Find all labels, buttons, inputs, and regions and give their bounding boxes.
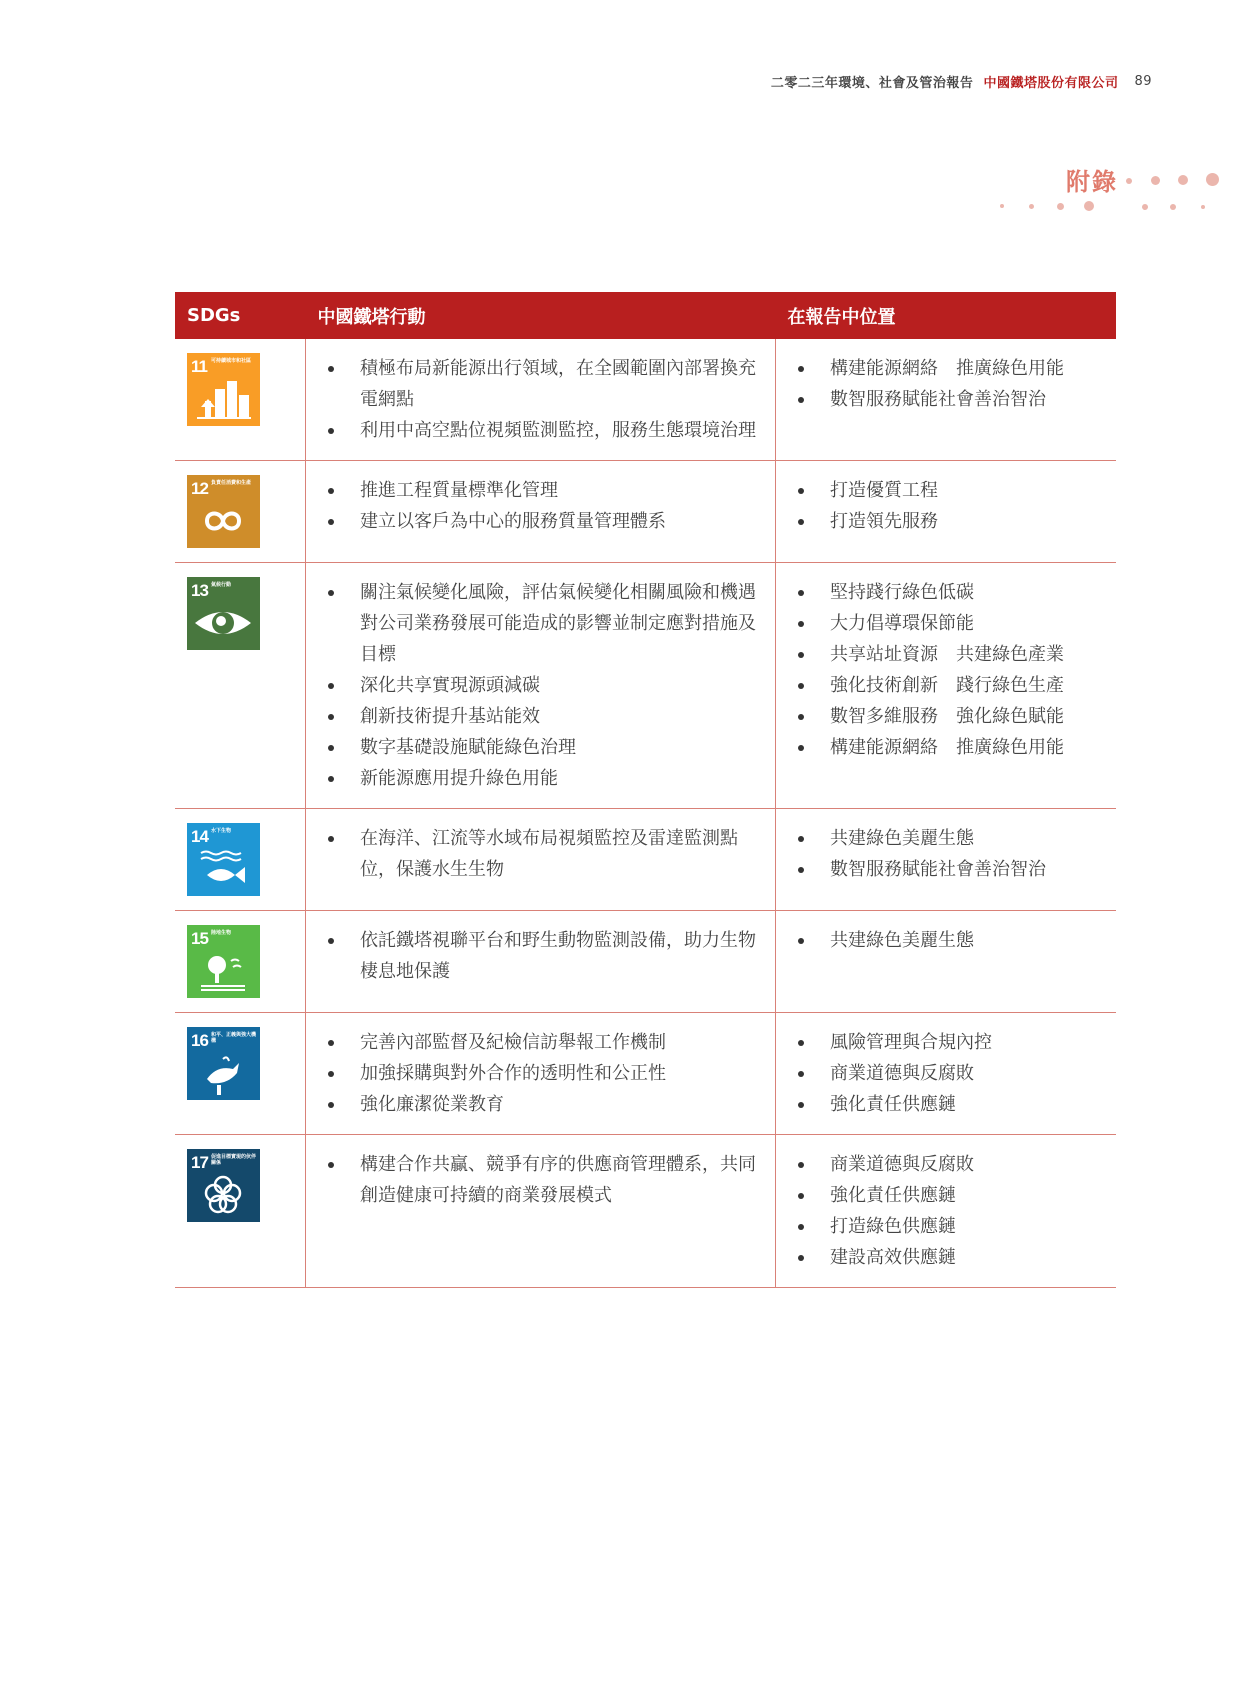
sdg-cell — [175, 339, 306, 461]
fish-icon — [187, 845, 260, 893]
company-name: 中國鐵塔股份有限公司 — [983, 76, 1119, 91]
location-list — [776, 577, 1116, 763]
list-item: 商業道德與反腐敗 — [796, 1149, 1098, 1180]
table-row — [175, 563, 1116, 809]
page-header — [771, 72, 1152, 91]
actions-cell — [306, 339, 776, 461]
sdg-15-icon — [187, 925, 260, 998]
list-item: 共享站址資源 共建綠色產業 — [796, 639, 1098, 670]
location-cell — [776, 1135, 1117, 1288]
actions-list — [306, 1149, 775, 1211]
column-header-actions: 中國鐵塔行動 — [306, 292, 776, 339]
list-item: 共建綠色美麗生態 — [796, 925, 1098, 956]
sdg-12-icon — [187, 475, 260, 548]
sdg-cell — [175, 1135, 306, 1288]
table-row — [175, 339, 1116, 461]
table-header-row — [175, 292, 1116, 339]
list-item: 數字基礎設施賦能綠色治理 — [326, 732, 757, 763]
column-header-sdgs: SDGs — [175, 292, 306, 339]
list-item: 強化技術創新 踐行綠色生產 — [796, 670, 1098, 701]
location-cell — [776, 911, 1117, 1013]
sdg-17-icon — [187, 1149, 260, 1222]
column-header-location: 在報告中位置 — [776, 292, 1117, 339]
location-list — [776, 1149, 1116, 1273]
list-item: 構建能源網絡 推廣綠色用能 — [796, 353, 1098, 384]
actions-cell — [306, 911, 776, 1013]
list-item: 強化責任供應鏈 — [796, 1180, 1098, 1211]
list-item: 積極布局新能源出行領域，在全國範圍內部署換充電網點 — [326, 353, 757, 415]
sdg-cell — [175, 809, 306, 911]
tree-icon — [187, 947, 260, 995]
list-item: 關注氣候變化風險，評估氣候變化相關風險和機遇對公司業務發展可能造成的影響並制定應對措施及目標 — [326, 577, 757, 670]
list-item: 深化共享實現源頭減碳 — [326, 670, 757, 701]
list-item: 強化責任供應鏈 — [796, 1089, 1098, 1120]
list-item: 大力倡導環保節能 — [796, 608, 1098, 639]
sdg-number: 17 — [191, 1153, 208, 1172]
actions-list — [306, 577, 775, 794]
location-cell — [776, 1013, 1117, 1135]
list-item: 建立以客戶為中心的服務質量管理體系 — [326, 506, 757, 537]
sdg-number: 11 — [191, 357, 207, 376]
table-row — [175, 461, 1116, 563]
actions-cell — [306, 1135, 776, 1288]
list-item: 堅持踐行綠色低碳 — [796, 577, 1098, 608]
list-item: 風險管理與合規內控 — [796, 1027, 1098, 1058]
sdg-label: 氣候行動 — [211, 582, 232, 588]
sdg-label: 和平、正義與強大機構 — [211, 1032, 257, 1044]
sdg-13-icon — [187, 577, 260, 650]
section-title: 附錄 — [1066, 168, 1118, 196]
actions-list — [306, 823, 775, 885]
list-item: 建設高效供應鏈 — [796, 1242, 1098, 1273]
sdg-14-icon — [187, 823, 260, 896]
location-cell — [776, 809, 1117, 911]
sdg-label: 可持續城市和社區 — [211, 358, 252, 364]
earth-eye-icon — [187, 599, 260, 647]
list-item: 打造綠色供應鏈 — [796, 1211, 1098, 1242]
list-item: 商業道德與反腐敗 — [796, 1058, 1098, 1089]
location-list — [776, 925, 1116, 956]
sdg-label: 負責任消費和生產 — [211, 480, 252, 486]
location-list — [776, 823, 1116, 885]
actions-cell — [306, 809, 776, 911]
list-item: 數智服務賦能社會善治智治 — [796, 384, 1098, 415]
sdg-16-icon — [187, 1027, 260, 1100]
list-item: 加強採購與對外合作的透明性和公正性 — [326, 1058, 757, 1089]
sdg-number: 15 — [191, 929, 208, 948]
page-number: 89 — [1134, 74, 1152, 89]
location-list — [776, 1027, 1116, 1120]
list-item: 利用中高空點位視頻監測監控，服務生態環境治理 — [326, 415, 757, 446]
sdg-number: 13 — [191, 581, 208, 600]
sdg-number: 14 — [191, 827, 208, 846]
sdg-table — [175, 292, 1116, 1288]
location-list — [776, 353, 1116, 415]
list-item: 在海洋、江流等水域布局視頻監控及雷達監測點位，保護水生生物 — [326, 823, 757, 885]
actions-list — [306, 925, 775, 987]
table-row — [175, 911, 1116, 1013]
city-icon — [187, 375, 260, 423]
location-cell — [776, 563, 1117, 809]
location-cell — [776, 339, 1117, 461]
sdg-cell — [175, 563, 306, 809]
list-item: 強化廉潔從業教育 — [326, 1089, 757, 1120]
actions-cell — [306, 461, 776, 563]
flower-icon — [187, 1171, 260, 1219]
actions-cell — [306, 563, 776, 809]
list-item: 完善內部監督及紀檢信訪舉報工作機制 — [326, 1027, 757, 1058]
list-item: 創新技術提升基站能效 — [326, 701, 757, 732]
report-title: 二零二三年環境、社會及管治報告 — [770, 76, 974, 91]
actions-list — [306, 353, 775, 446]
sdg-number: 12 — [191, 479, 208, 498]
sdg-label: 水下生物 — [211, 828, 232, 834]
sdg-cell — [175, 911, 306, 1013]
sdg-number: 16 — [191, 1031, 208, 1050]
sdg-label: 陸地生物 — [211, 930, 232, 936]
list-item: 共建綠色美麗生態 — [796, 823, 1098, 854]
actions-list — [306, 475, 775, 537]
location-cell — [776, 461, 1117, 563]
table-row — [175, 1013, 1116, 1135]
table-row — [175, 1135, 1116, 1288]
list-item: 新能源應用提升綠色用能 — [326, 763, 757, 794]
actions-list — [306, 1027, 775, 1120]
actions-cell — [306, 1013, 776, 1135]
dove-icon — [187, 1049, 260, 1097]
list-item: 打造優質工程 — [796, 475, 1098, 506]
sdg-11-icon — [187, 353, 260, 426]
list-item: 推進工程質量標準化管理 — [326, 475, 757, 506]
sdg-cell — [175, 461, 306, 563]
table-row — [175, 809, 1116, 911]
infinity-icon — [187, 497, 260, 545]
sdg-label: 促進目標實現的伙伴關係 — [211, 1154, 257, 1166]
list-item: 數智服務賦能社會善治智治 — [796, 854, 1098, 885]
list-item: 依託鐵塔視聯平台和野生動物監測設備，助力生物棲息地保護 — [326, 925, 757, 987]
sdg-cell — [175, 1013, 306, 1135]
list-item: 打造領先服務 — [796, 506, 1098, 537]
list-item: 構建能源網絡 推廣綠色用能 — [796, 732, 1098, 763]
list-item: 構建合作共贏、競爭有序的供應商管理體系，共同創造健康可持續的商業發展模式 — [326, 1149, 757, 1211]
list-item: 數智多維服務 強化綠色賦能 — [796, 701, 1098, 732]
location-list — [776, 475, 1116, 537]
